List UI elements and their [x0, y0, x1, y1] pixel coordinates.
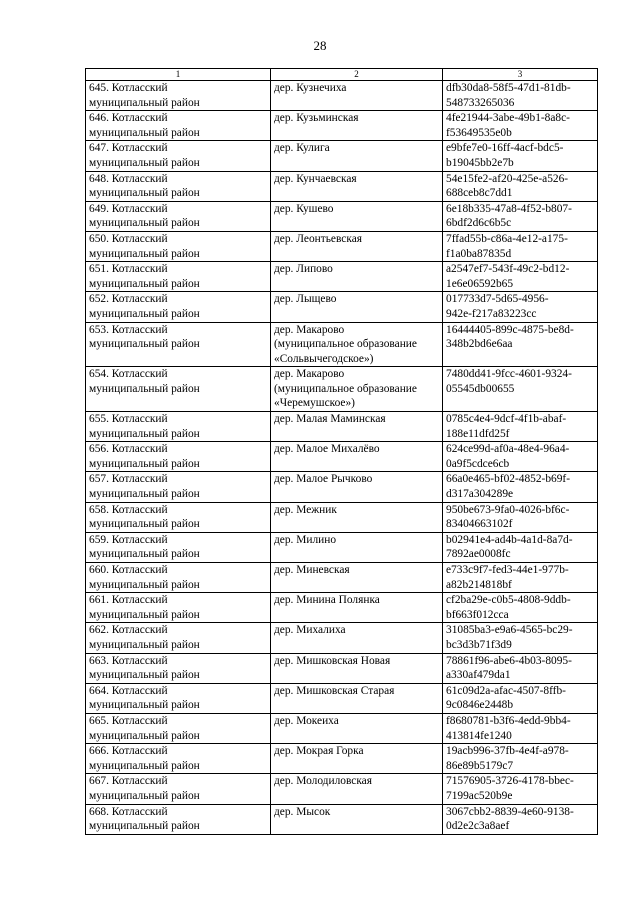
settlement-cell [271, 322, 443, 367]
settlement-cell [271, 472, 443, 502]
table-row [86, 322, 598, 367]
cell-text-line: дер. Липово [274, 263, 333, 276]
cell-text-line: 659. Котласский [89, 533, 168, 546]
district-cell [86, 623, 271, 653]
cell-text-line: 654. Котласский [89, 368, 168, 381]
cell-text-line: 71576905-3726-4178-bbec- [446, 775, 574, 788]
district-cell [86, 653, 271, 683]
table-row [86, 713, 598, 743]
cell-text-line: 6bdf2d6c6b5c [446, 217, 512, 230]
cell-text-line: f8680781-b3f6-4edd-9bb4- [446, 714, 571, 727]
table-header-row [86, 69, 598, 81]
district-cell [86, 744, 271, 774]
page-number: 28 [313, 38, 327, 53]
fias-id-cell [443, 412, 598, 442]
cell-text-line: дер. Кушево [274, 202, 334, 215]
fias-id-cell [443, 774, 598, 804]
cell-text-line: муниципальный район [89, 548, 200, 561]
cell-text-line: муниципальный район [89, 156, 200, 169]
fias-id-cell [443, 593, 598, 623]
cell-text-line: 31085ba3-e9a6-4565-bc29- [446, 624, 573, 637]
cell-text-line: 658. Котласский [89, 503, 168, 516]
fias-id-cell [443, 111, 598, 141]
cell-text-line: 661. Котласский [89, 594, 168, 607]
fias-id-cell [443, 171, 598, 201]
district-cell [86, 231, 271, 261]
table-row [86, 171, 598, 201]
settlement-cell [271, 442, 443, 472]
cell-text-line: дер. Малое Михалёво [274, 443, 380, 456]
cell-text-line: 662. Котласский [89, 624, 168, 637]
cell-text-line: 649. Котласский [89, 202, 168, 215]
settlement-cell [271, 683, 443, 713]
cell-text-line: 950be673-9fa0-4026-bf6c- [446, 503, 570, 516]
cell-text-line: 19acb996-37fb-4e4f-a978- [446, 745, 569, 758]
settlement-cell [271, 804, 443, 834]
settlement-cell [271, 532, 443, 562]
cell-text-line: 646. Котласский [89, 112, 168, 125]
cell-text-line: 86e89b5179c7 [446, 759, 514, 772]
district-cell [86, 563, 271, 593]
settlement-cell [271, 201, 443, 231]
cell-text-line: 188e11dfd25f [446, 427, 510, 440]
table-row [86, 111, 598, 141]
cell-text-line: dfb30da8-58f5-47d1-81db- [446, 82, 571, 94]
district-cell [86, 683, 271, 713]
cell-text-line: 66a0e465-bf02-4852-b69f- [446, 473, 570, 486]
cell-text-line: 348b2bd6e6aa [446, 338, 513, 351]
cell-text-line: 624ce99d-af0a-48e4-96a4- [446, 443, 570, 456]
fias-id-cell [443, 81, 598, 111]
cell-text-line: муниципальный район [89, 608, 200, 621]
cell-text-line: «Черемушское») [274, 397, 355, 410]
cell-text-line: 3067cbb2-8839-4e60-9138- [446, 805, 574, 818]
cell-text-line: 1e6e06592b65 [446, 277, 514, 290]
cell-text-line: муниципальный район [89, 338, 200, 351]
cell-text-line: муниципальный район [89, 382, 200, 395]
cell-text-line: дер. Миневская [274, 564, 350, 576]
table-row [86, 774, 598, 804]
district-cell [86, 81, 271, 111]
cell-text-line: 78861f96-abe6-4b03-8095- [446, 654, 572, 667]
cell-text-line: 7ffad55b-c86a-4e12-a175- [446, 232, 568, 245]
settlement-cell [271, 774, 443, 804]
cell-text-line: 665. Котласский [89, 714, 168, 727]
cell-text-line: дер. Мокеиха [274, 714, 339, 727]
table-row [86, 262, 598, 292]
cell-text-line: 651. Котласский [89, 263, 168, 276]
cell-text-line: 9c0846e2448b [446, 699, 514, 712]
table-row [86, 81, 598, 111]
fias-id-cell [443, 367, 598, 412]
cell-text-line: 664. Котласский [89, 684, 168, 697]
cell-text-line: 652. Котласский [89, 293, 168, 306]
cell-text-line: (муниципальное образование [274, 338, 417, 351]
cell-text-line: 645. Котласский [89, 82, 168, 94]
cell-text-line: муниципальный район [89, 96, 200, 109]
cell-text-line: дер. Кулига [274, 142, 330, 155]
cell-text-line: муниципальный район [89, 820, 200, 833]
district-cell [86, 472, 271, 502]
fias-id-cell [443, 804, 598, 834]
table-row [86, 292, 598, 322]
cell-text-line: муниципальный район [89, 217, 200, 230]
fias-id-cell [443, 623, 598, 653]
cell-text-line: (муниципальное образование [274, 382, 417, 395]
cell-text-line: 660. Котласский [89, 564, 168, 576]
cell-text-line: дер. Мишковская Старая [274, 684, 395, 697]
cell-text-line: дер. Мишковская Новая [274, 654, 391, 667]
cell-text-line: 0785c4e4-9dcf-4f1b-abaf- [446, 413, 567, 426]
cell-text-line: дер. Леонтьевская [274, 232, 362, 245]
settlement-cell [271, 502, 443, 532]
table-row [86, 593, 598, 623]
district-cell [86, 593, 271, 623]
cell-text-line: муниципальный район [89, 669, 200, 682]
table-body [86, 81, 598, 835]
cell-text-line: 942e-f217a83223cc [446, 307, 537, 320]
cell-text-line: e9bfe7e0-16ff-4acf-bdc5- [446, 142, 564, 155]
cell-text-line: b19045bb2e7b [446, 156, 514, 169]
district-cell [86, 774, 271, 804]
cell-text-line: 650. Котласский [89, 232, 168, 245]
cell-text-line: 413814fe1240 [446, 729, 512, 742]
settlement-cell [271, 367, 443, 412]
cell-text-line: дер. Михалиха [274, 624, 346, 637]
district-cell [86, 201, 271, 231]
cell-text-line: муниципальный район [89, 307, 200, 320]
district-cell [86, 262, 271, 292]
cell-text-line: 655. Котласский [89, 413, 168, 426]
cell-text-line: 0d2e2c3a8aef [446, 820, 510, 833]
table-row [86, 472, 598, 502]
column-header-1: 1 [86, 69, 271, 81]
cell-text-line: муниципальный район [89, 759, 200, 772]
cell-text-line: муниципальный район [89, 247, 200, 260]
district-cell [86, 367, 271, 412]
table-row [86, 683, 598, 713]
cell-text-line: дер. Малое Рычково [274, 473, 373, 486]
table-row [86, 412, 598, 442]
settlement-cell [271, 292, 443, 322]
cell-text-line: f53649535e0b [446, 126, 512, 139]
settlement-cell [271, 171, 443, 201]
settlement-cell [271, 563, 443, 593]
cell-text-line: bf663f012cca [446, 608, 509, 621]
settlement-cell [271, 593, 443, 623]
table-row [86, 623, 598, 653]
settlement-cell [271, 744, 443, 774]
settlement-cell [271, 713, 443, 743]
fias-id-cell [443, 442, 598, 472]
cell-text-line: муниципальный район [89, 187, 200, 200]
cell-text-line: 648. Котласский [89, 172, 168, 185]
cell-text-line: 05545db00655 [446, 382, 515, 395]
fias-id-cell [443, 201, 598, 231]
cell-text-line: f1a0ba87835d [446, 247, 512, 260]
column-header-3: 3 [443, 69, 598, 81]
cell-text-line: муниципальный район [89, 729, 200, 742]
cell-text-line: 647. Котласский [89, 142, 168, 155]
cell-text-line: 667. Котласский [89, 775, 168, 788]
cell-text-line: 657. Котласский [89, 473, 168, 486]
cell-text-line: муниципальный район [89, 638, 200, 651]
district-cell [86, 292, 271, 322]
settlement-cell [271, 81, 443, 111]
table-row [86, 442, 598, 472]
table-row [86, 141, 598, 171]
settlement-cell [271, 653, 443, 683]
cell-text-line: e733c9f7-fed3-44e1-977b- [446, 564, 569, 576]
cell-text-line: 663. Котласский [89, 654, 168, 667]
cell-text-line: d317a304289e [446, 488, 514, 501]
fias-id-cell [443, 683, 598, 713]
cell-text-line: a330af479da1 [446, 669, 511, 682]
fias-id-cell [443, 653, 598, 683]
fias-id-cell [443, 472, 598, 502]
settlement-cell [271, 623, 443, 653]
cell-text-line: дер. Лыщево [274, 293, 337, 306]
fias-id-cell [443, 141, 598, 171]
cell-text-line: 668. Котласский [89, 805, 168, 818]
fias-id-cell [443, 713, 598, 743]
cell-text-line: дер. Межник [274, 503, 337, 516]
fias-id-cell [443, 744, 598, 774]
cell-text-line: 83404663102f [446, 518, 513, 531]
cell-text-line: дер. Малая Маминская [274, 413, 386, 426]
cell-text-line: муниципальный район [89, 699, 200, 712]
cell-text-line: 548733265036 [446, 96, 515, 109]
cell-text-line: 7480dd41-9fcc-4601-9324- [446, 368, 572, 381]
cell-text-line: дер. Молодиловская [274, 775, 372, 788]
district-cell [86, 442, 271, 472]
cell-text-line: 4fe21944-3abe-49b1-8a8c- [446, 112, 570, 125]
cell-text-line: дер. Кунчаевская [274, 172, 357, 185]
fias-id-cell [443, 262, 598, 292]
cell-text-line: дер. Мысок [274, 805, 331, 818]
cell-text-line: муниципальный район [89, 488, 200, 501]
fias-id-cell [443, 563, 598, 593]
cell-text-line: дер. Мокрая Горка [274, 745, 364, 758]
column-header-2: 2 [271, 69, 443, 81]
settlement-cell [271, 262, 443, 292]
cell-text-line: 017733d7-5d65-4956- [446, 293, 549, 306]
table-row [86, 744, 598, 774]
district-cell [86, 804, 271, 834]
district-cell [86, 412, 271, 442]
district-cell [86, 713, 271, 743]
table-row [86, 563, 598, 593]
cell-text-line: 54e15fe2-af20-425e-a526- [446, 172, 569, 185]
cell-text-line: 6e18b335-47a8-4f52-b807- [446, 202, 572, 215]
district-cell [86, 532, 271, 562]
table-row [86, 653, 598, 683]
cell-text-line: муниципальный район [89, 427, 200, 440]
cell-text-line: 61c09d2a-afac-4507-8ffb- [446, 684, 566, 697]
cell-text-line: 7892ae0008fc [446, 548, 511, 561]
settlement-cell [271, 231, 443, 261]
cell-text-line: «Сольвычегодское») [274, 352, 374, 365]
cell-text-line: дер. Макарово [274, 368, 345, 381]
district-cell [86, 171, 271, 201]
cell-text-line: дер. Минина Полянка [274, 594, 380, 607]
fias-id-cell [443, 322, 598, 367]
cell-text-line: дер. Кузнечиха [274, 82, 347, 94]
cell-text-line: a2547ef7-543f-49c2-bd12- [446, 263, 570, 276]
cell-text-line: муниципальный район [89, 457, 200, 470]
cell-text-line: a82b214818bf [446, 578, 512, 591]
cell-text-line: дер. Макарово [274, 323, 345, 336]
cell-text-line: дер. Милино [274, 533, 337, 546]
district-cell [86, 502, 271, 532]
table-row [86, 804, 598, 834]
cell-text-line: муниципальный район [89, 277, 200, 290]
cell-text-line: муниципальный район [89, 518, 200, 531]
fias-id-cell [443, 292, 598, 322]
cell-text-line: 666. Котласский [89, 745, 168, 758]
cell-text-line: 656. Котласский [89, 443, 168, 456]
settlement-cell [271, 111, 443, 141]
settlement-cell [271, 412, 443, 442]
table-row [86, 231, 598, 261]
cell-text-line: 653. Котласский [89, 323, 168, 336]
cell-text-line: 688ceb8c7dd1 [446, 187, 513, 200]
table-row [86, 502, 598, 532]
cell-text-line: 0a9f5cdce6cb [446, 457, 510, 470]
district-cell [86, 111, 271, 141]
fias-id-cell [443, 231, 598, 261]
cell-text-line: муниципальный район [89, 126, 200, 139]
district-cell [86, 322, 271, 367]
settlements-table [85, 68, 598, 835]
cell-text-line: дер. Кузьминская [274, 112, 359, 125]
cell-text-line: b02941e4-ad4b-4a1d-8a7d- [446, 533, 573, 546]
settlement-cell [271, 141, 443, 171]
fias-id-cell [443, 532, 598, 562]
district-cell [86, 141, 271, 171]
cell-text-line: 7199ac520b9e [446, 789, 513, 802]
table-row [86, 532, 598, 562]
table-row [86, 367, 598, 412]
cell-text-line: муниципальный район [89, 789, 200, 802]
cell-text-line: cf2ba29e-c0b5-4808-9ddb- [446, 594, 571, 607]
table-row [86, 201, 598, 231]
cell-text-line: bc3d3b71f3d9 [446, 638, 512, 651]
fias-id-cell [443, 502, 598, 532]
cell-text-line: 16444405-899c-4875-be8d- [446, 323, 574, 336]
cell-text-line: муниципальный район [89, 578, 200, 591]
